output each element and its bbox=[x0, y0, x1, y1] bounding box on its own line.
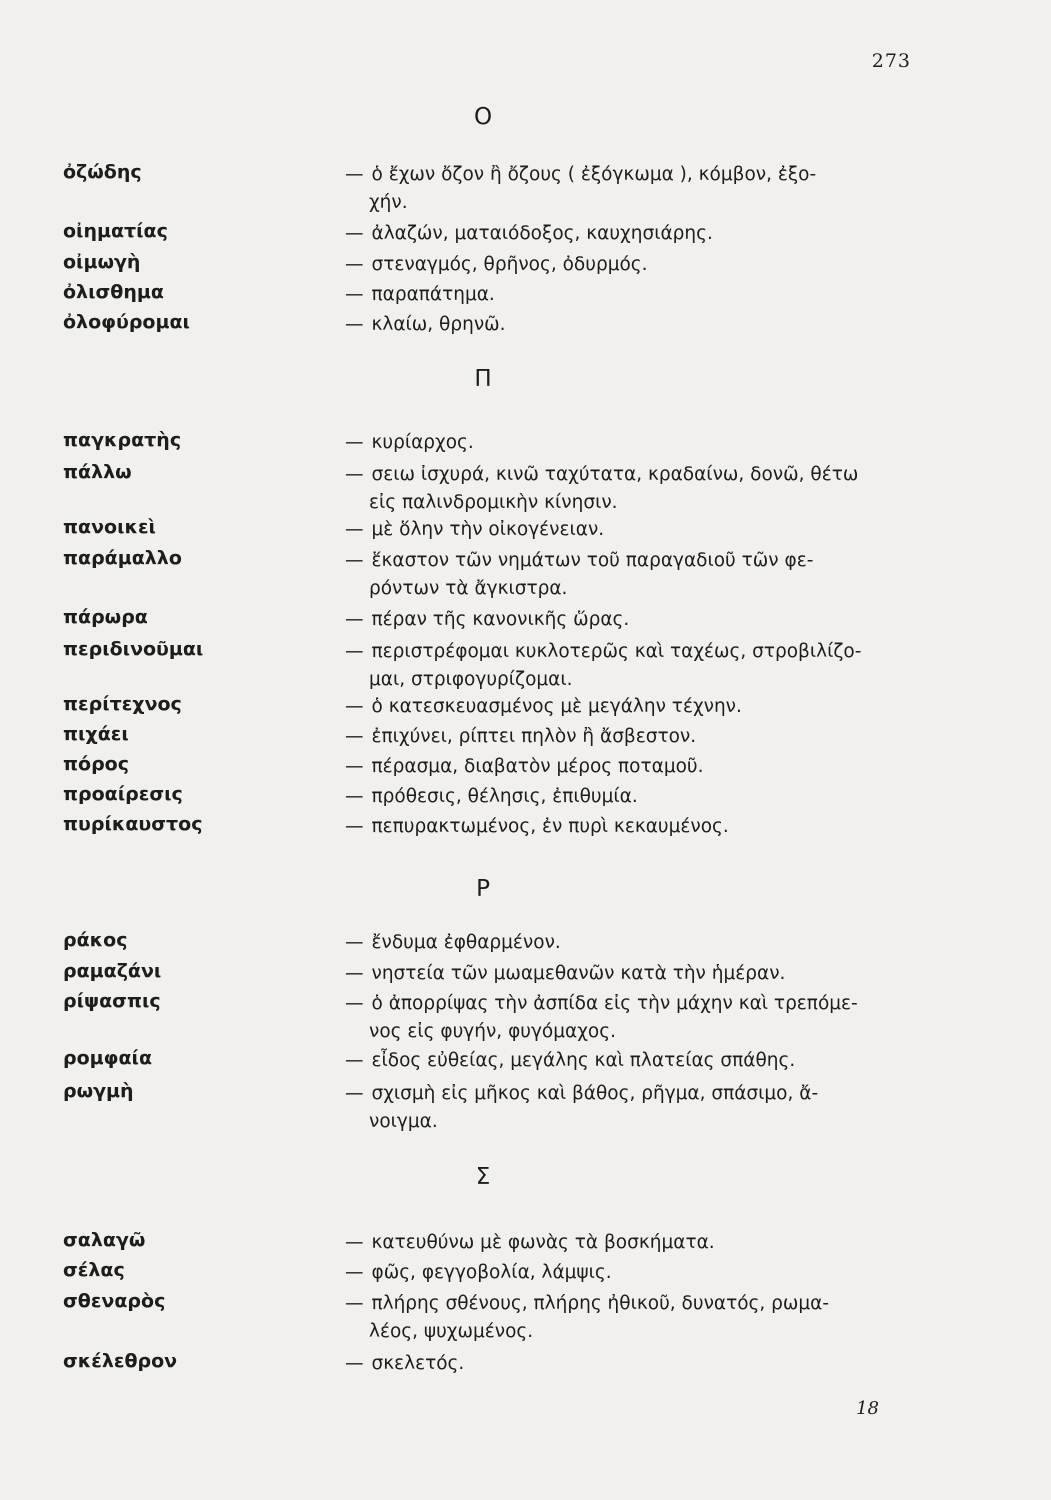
definition-continuation: μαι, στριφογυρίζομαι. bbox=[369, 669, 573, 690]
definition-line: κλαίω, θρηνῶ. bbox=[371, 314, 506, 335]
definition-dash: — bbox=[345, 641, 364, 662]
definition-dash: — bbox=[345, 756, 364, 777]
entry-definition bbox=[345, 960, 925, 988]
entry-definition bbox=[345, 990, 925, 1046]
definition-dash: — bbox=[345, 1262, 364, 1283]
entry-definition bbox=[345, 1259, 925, 1287]
definition-line: σχισμὴ εἰς μῆκος καὶ βάθος, ρῆγμα, σπάσιμο, ἄ- bbox=[371, 1083, 819, 1104]
definition-dash: — bbox=[345, 314, 364, 335]
entry-term: περιδινοῦμαι bbox=[63, 638, 204, 660]
entry-term: οἰμωγὴ bbox=[63, 251, 141, 273]
definition-line: ὁ ἀπορρίψας τὴν ἀσπίδα εἰς τὴν μάχην καὶ τρεπόμε- bbox=[371, 993, 858, 1014]
entry-term: ὀλισθημα bbox=[63, 281, 164, 303]
entry-definition bbox=[345, 547, 925, 603]
entry-definition bbox=[345, 1350, 925, 1378]
definition-line: μὲ ὅλην τὴν οἰκογένειαν. bbox=[371, 519, 605, 540]
entry-definition bbox=[345, 251, 925, 279]
entry-term: πανοικεὶ bbox=[63, 516, 156, 538]
entry-term: περίτεχνος bbox=[63, 693, 182, 715]
definition-line: ἕκαστον τῶν νημάτων τοῦ παραγαδιοῦ τῶν φε- bbox=[371, 550, 814, 571]
definition-dash: — bbox=[345, 284, 364, 305]
entry-definition bbox=[345, 461, 925, 517]
definition-continuation: ρόντων τὰ ἄγκιστρα. bbox=[369, 578, 568, 599]
entry-term: ρίψασπις bbox=[63, 990, 161, 1012]
definition-dash: — bbox=[345, 1293, 364, 1314]
definition-line: κυρίαρχος. bbox=[371, 432, 474, 453]
definition-line: πέραν τῆς κανονικῆς ὥρας. bbox=[371, 609, 630, 630]
entry-term: παγκρατὴς bbox=[63, 429, 182, 451]
entry-definition bbox=[345, 929, 925, 957]
definition-dash: — bbox=[345, 1050, 364, 1071]
definition-dash: — bbox=[345, 254, 364, 275]
definition-line: ἀλαζών, ματαιόδοξος, καυχησιάρης. bbox=[371, 223, 713, 244]
page-number: 273 bbox=[871, 50, 911, 72]
definition-dash: — bbox=[345, 464, 364, 485]
entry-definition bbox=[345, 1047, 925, 1075]
definition-line: σκελετός. bbox=[371, 1353, 465, 1374]
entry-definition bbox=[345, 1290, 925, 1346]
definition-line: παραπάτημα. bbox=[371, 284, 495, 305]
definition-line: πρόθεσις, θέλησις, ἐπιθυμία. bbox=[371, 786, 638, 807]
definition-dash: — bbox=[345, 726, 364, 747]
entry-definition bbox=[345, 723, 925, 751]
definition-line: νηστεία τῶν μωαμεθανῶν κατὰ τὴν ἡμέραν. bbox=[371, 963, 786, 984]
definition-line: ἔνδυμα ἐφθαρμένον. bbox=[371, 932, 561, 953]
entry-term: πιχάει bbox=[63, 723, 129, 745]
section-letter: Ο bbox=[473, 104, 493, 130]
entry-definition bbox=[345, 813, 925, 841]
definition-continuation: χήν. bbox=[369, 192, 408, 213]
entry-term: σαλαγῶ bbox=[63, 1229, 146, 1251]
entry-definition bbox=[345, 638, 925, 694]
entry-term: σκέλεθρον bbox=[63, 1350, 178, 1372]
definition-dash: — bbox=[345, 223, 364, 244]
entry-definition bbox=[345, 606, 925, 634]
definition-dash: — bbox=[345, 993, 364, 1014]
definition-dash: — bbox=[345, 696, 364, 717]
definition-line: στεναγμός, θρῆνος, ὀδυρμός. bbox=[371, 254, 648, 275]
section-letter: Ρ bbox=[476, 876, 490, 902]
definition-dash: — bbox=[345, 519, 364, 540]
entry-term: σθεναρὸς bbox=[63, 1290, 166, 1312]
entry-term: προαίρεσις bbox=[63, 783, 183, 805]
definition-line: ὁ ἔχων ὄζον ἢ ὄζους ( ἐξόγκωμα ), κόμβον, ἐξο- bbox=[371, 164, 817, 185]
definition-dash: — bbox=[345, 1353, 364, 1374]
entry-definition bbox=[345, 429, 925, 457]
entry-term: ράκος bbox=[63, 929, 128, 951]
definition-line: σειω ἰσχυρά, κινῶ ταχύτατα, κραδαίνω, δονῶ, θέτω bbox=[371, 464, 859, 485]
definition-dash: — bbox=[345, 164, 364, 185]
entry-term: πάρωρα bbox=[63, 606, 148, 628]
definition-line: περιστρέφομαι κυκλοτερῶς καὶ ταχέως, στροβιλίζο- bbox=[371, 641, 862, 662]
definition-dash: — bbox=[345, 550, 364, 571]
entry-term: ὀζώδης bbox=[63, 161, 142, 183]
definition-line: πλήρης σθένους, πλήρης ἠθικοῦ, δυνατός, ρωμα- bbox=[371, 1293, 830, 1314]
definition-dash: — bbox=[345, 816, 364, 837]
section-letter: Σ bbox=[475, 1164, 491, 1190]
entry-definition bbox=[345, 161, 925, 217]
definition-dash: — bbox=[345, 786, 364, 807]
definition-line: ὁ κατεσκευασμένος μὲ μεγάλην τέχνην. bbox=[371, 696, 742, 717]
entry-term: πάλλω bbox=[63, 461, 132, 483]
definition-line: ἐπιχύνει, ρίπτει πηλὸν ἢ ἄσβεστον. bbox=[371, 726, 697, 747]
entry-definition bbox=[345, 693, 925, 721]
entry-term: πυρίκαυστος bbox=[63, 813, 203, 835]
definition-line: εἶδος εὐθείας, μεγάλης καὶ πλατείας σπάθης. bbox=[371, 1050, 796, 1071]
entry-definition bbox=[345, 311, 925, 339]
entry-term: οἰηματίας bbox=[63, 220, 168, 242]
entry-term: παράμαλλο bbox=[63, 547, 182, 569]
definition-dash: — bbox=[345, 1083, 364, 1104]
definition-dash: — bbox=[345, 1232, 364, 1253]
entry-term: ρωγμὴ bbox=[63, 1080, 134, 1102]
entry-definition bbox=[345, 753, 925, 781]
entry-definition bbox=[345, 1229, 925, 1257]
definition-dash: — bbox=[345, 932, 364, 953]
definition-continuation: νοιγμα. bbox=[369, 1111, 438, 1132]
entry-term: ραμαζάνι bbox=[63, 960, 162, 982]
entry-definition bbox=[345, 220, 925, 248]
definition-line: πεπυρακτωμένος, ἐν πυρὶ κεκαυμένος. bbox=[371, 816, 729, 837]
definition-dash: — bbox=[345, 432, 364, 453]
entry-term: ὀλοφύρομαι bbox=[63, 311, 190, 333]
entry-definition bbox=[345, 1080, 925, 1136]
entry-term: πόρος bbox=[63, 753, 129, 775]
entry-term: ρομφαία bbox=[63, 1047, 153, 1069]
definition-dash: — bbox=[345, 963, 364, 984]
definition-line: κατευθύνω μὲ φωνὰς τὰ βοσκήματα. bbox=[371, 1232, 715, 1253]
definition-dash: — bbox=[345, 609, 364, 630]
section-letter: Π bbox=[474, 366, 492, 392]
definition-continuation: εἰς παλινδρομικὴν κίνησιν. bbox=[369, 492, 618, 513]
entry-definition bbox=[345, 783, 925, 811]
entry-definition bbox=[345, 281, 925, 309]
signature-mark: 18 bbox=[856, 1398, 879, 1419]
entry-term: σέλας bbox=[63, 1259, 125, 1281]
definition-continuation: λέος, ψυχωμένος. bbox=[369, 1321, 534, 1342]
definition-line: φῶς, φεγγοβολία, λάμψις. bbox=[371, 1262, 612, 1283]
definition-continuation: νος εἰς φυγήν, φυγόμαχος. bbox=[369, 1021, 616, 1042]
entry-definition bbox=[345, 516, 925, 544]
definition-line: πέρασμα, διαβατὸν μέρος ποταμοῦ. bbox=[371, 756, 704, 777]
